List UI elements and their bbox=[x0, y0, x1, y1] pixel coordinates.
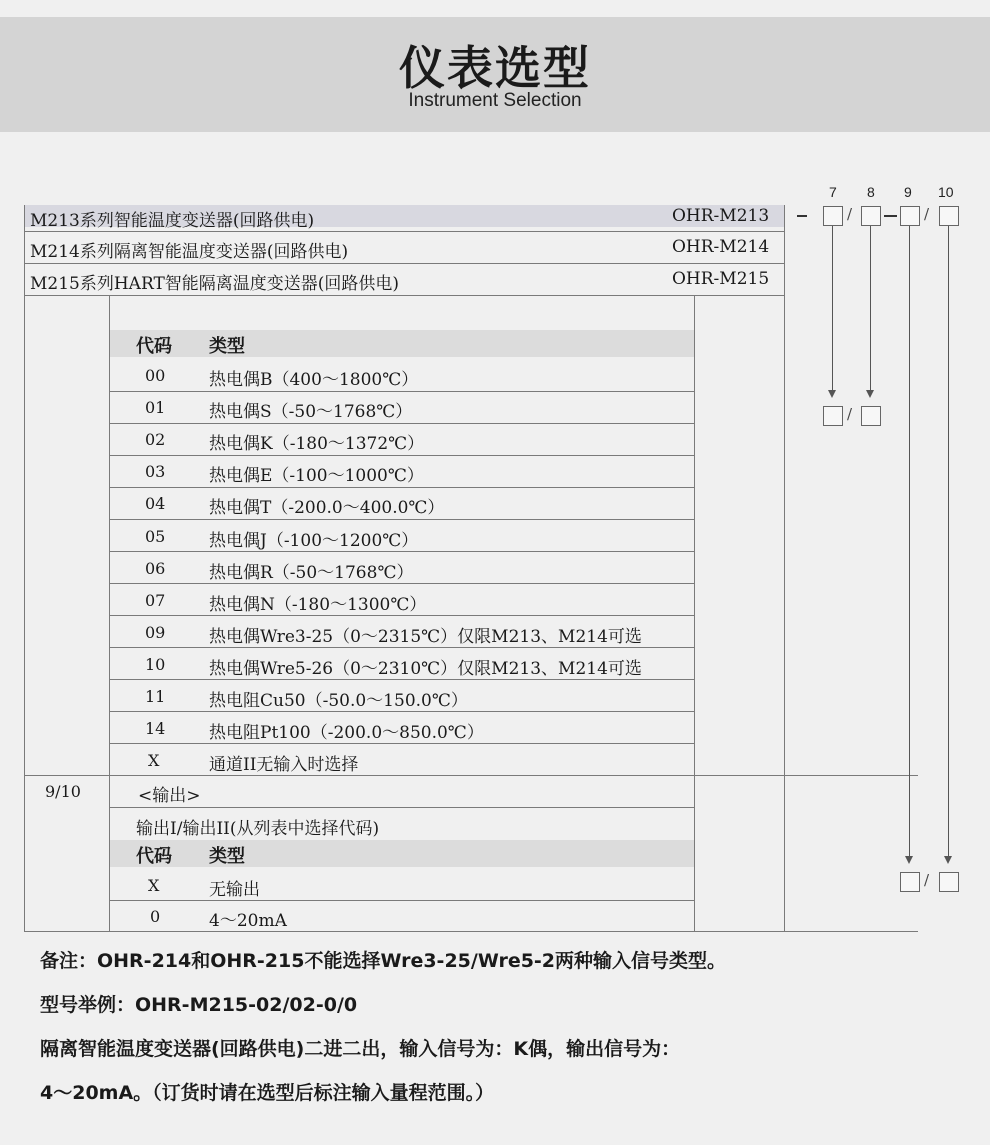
table-border-bottom bbox=[24, 931, 918, 932]
row-divider bbox=[110, 647, 694, 648]
series-m213-name: M213系列智能温度变送器(回路供电) bbox=[30, 211, 315, 231]
output-code-box-2 bbox=[939, 872, 959, 892]
input-type: 热电偶Wre3-25（0～2315℃）仅限M213、M214可选 bbox=[209, 627, 642, 647]
output-type: 4～20mA bbox=[209, 911, 287, 931]
section-divider bbox=[24, 775, 918, 776]
input-code: 00 bbox=[145, 366, 166, 385]
input-type: 热电阻Cu50（-50.0～150.0℃） bbox=[209, 691, 468, 711]
input-type: 热电阻Pt100（-200.0～850.0℃） bbox=[209, 723, 484, 743]
row-divider bbox=[110, 519, 694, 520]
note-example: 型号举例：OHR-M215-02/02-0/0 bbox=[40, 994, 358, 1016]
code-box-9 bbox=[900, 206, 920, 226]
position-8-label: 8 bbox=[867, 184, 875, 200]
row-divider bbox=[110, 551, 694, 552]
arrow-8-head bbox=[866, 390, 874, 398]
row-divider bbox=[110, 615, 694, 616]
row-divider bbox=[110, 423, 694, 424]
input-type: 热电偶K（-180～1372℃） bbox=[209, 434, 425, 454]
code-box-7 bbox=[823, 206, 843, 226]
arrow-10-line bbox=[948, 226, 949, 858]
input-type: 热电偶J（-100～1200℃） bbox=[209, 531, 419, 551]
arrow-9-head bbox=[905, 856, 913, 864]
input-type: 通道II无输入时选择 bbox=[209, 755, 359, 775]
page-subtitle: Instrument Selection bbox=[408, 90, 582, 111]
row-divider bbox=[110, 583, 694, 584]
row-divider bbox=[110, 391, 694, 392]
input-code: 11 bbox=[145, 687, 166, 706]
arrow-10-head bbox=[944, 856, 952, 864]
divider bbox=[24, 295, 784, 296]
input-header-type: 类型 bbox=[209, 336, 245, 357]
code-dash bbox=[884, 215, 897, 217]
output-code-box-1 bbox=[900, 872, 920, 892]
output-type: 无输出 bbox=[209, 880, 260, 900]
code-slash: / bbox=[924, 205, 930, 223]
input-type: 热电偶N（-180～1300℃） bbox=[209, 595, 427, 615]
row-divider bbox=[110, 487, 694, 488]
output-code: X bbox=[148, 876, 160, 895]
input-header-code: 代码 bbox=[136, 336, 172, 357]
row-divider bbox=[110, 679, 694, 680]
output-header-bg bbox=[110, 840, 694, 867]
series-m215-name: M215系列HART智能隔离温度变送器(回路供电) bbox=[30, 274, 400, 294]
series-m214-name: M214系列隔离智能温度变送器(回路供电) bbox=[30, 242, 349, 262]
table-border-left bbox=[24, 205, 25, 932]
row-divider bbox=[110, 455, 694, 456]
input-type: 热电偶Wre5-26（0～2310℃）仅限M213、M214可选 bbox=[209, 659, 642, 679]
arrow-7-head bbox=[828, 390, 836, 398]
input-code: 14 bbox=[145, 719, 166, 738]
note-line-3: 隔离智能温度变送器(回路供电)二进二出，输入信号为：K偶，输出信号为： bbox=[40, 1038, 681, 1060]
input-type: 热电偶R（-50～1768℃） bbox=[209, 563, 414, 583]
table-border-right bbox=[784, 205, 785, 932]
output-position-label: 9/10 bbox=[45, 782, 81, 801]
input-type: 热电偶B（400～1800℃） bbox=[209, 370, 419, 390]
output-section-title: <输出> bbox=[138, 786, 201, 806]
input-code: 10 bbox=[145, 655, 166, 674]
input-code: 06 bbox=[145, 559, 166, 578]
code-slash: / bbox=[847, 405, 853, 423]
code-box-8 bbox=[861, 206, 881, 226]
output-header-type: 类型 bbox=[209, 846, 245, 867]
code-dash bbox=[797, 215, 807, 217]
input-code-box-2 bbox=[861, 406, 881, 426]
series-m213-model: OHR-M213 bbox=[672, 206, 770, 226]
row-divider bbox=[110, 711, 694, 712]
divider bbox=[24, 231, 784, 232]
input-header-bg bbox=[110, 330, 694, 357]
input-code-box-1 bbox=[823, 406, 843, 426]
position-7-label: 7 bbox=[829, 184, 837, 200]
note-line-1: 备注：OHR-214和OHR-215不能选择Wre3-25/Wre5-2两种输入信号类型。 bbox=[40, 950, 727, 972]
arrow-8-line bbox=[870, 226, 871, 391]
output-header-code: 代码 bbox=[136, 846, 172, 867]
output-code: 0 bbox=[150, 907, 161, 926]
input-code: X bbox=[148, 751, 160, 770]
input-code: 03 bbox=[145, 462, 166, 481]
input-code: 02 bbox=[145, 430, 166, 449]
series-m215-model: OHR-M215 bbox=[672, 269, 770, 289]
code-slash: / bbox=[847, 205, 853, 223]
arrow-9-line bbox=[909, 226, 910, 858]
row-divider bbox=[110, 900, 694, 901]
position-9-label: 9 bbox=[904, 184, 912, 200]
row-divider bbox=[110, 807, 694, 808]
note-line-4: 4～20mA。（订货时请在选型后标注输入量程范围。） bbox=[40, 1082, 495, 1104]
output-subtitle: 输出I/输出II(从列表中选择代码) bbox=[136, 819, 380, 839]
divider bbox=[24, 263, 784, 264]
code-box-10 bbox=[939, 206, 959, 226]
input-code: 09 bbox=[145, 623, 166, 642]
code-slash: / bbox=[924, 871, 930, 889]
input-type: 热电偶S（-50～1768℃） bbox=[209, 402, 413, 422]
page-title: 仪表选型 bbox=[399, 41, 591, 95]
input-type: 热电偶E（-100～1000℃） bbox=[209, 466, 424, 486]
input-code: 05 bbox=[145, 527, 166, 546]
input-type: 热电偶T（-200.0～400.0℃） bbox=[209, 498, 445, 518]
position-10-label: 10 bbox=[938, 184, 954, 200]
input-code: 04 bbox=[145, 494, 166, 513]
series-m214-model: OHR-M214 bbox=[672, 237, 770, 257]
arrow-7-line bbox=[832, 226, 833, 391]
row-divider bbox=[110, 743, 694, 744]
input-code: 01 bbox=[145, 398, 166, 417]
input-code: 07 bbox=[145, 591, 166, 610]
table-border-content-right bbox=[694, 295, 695, 932]
